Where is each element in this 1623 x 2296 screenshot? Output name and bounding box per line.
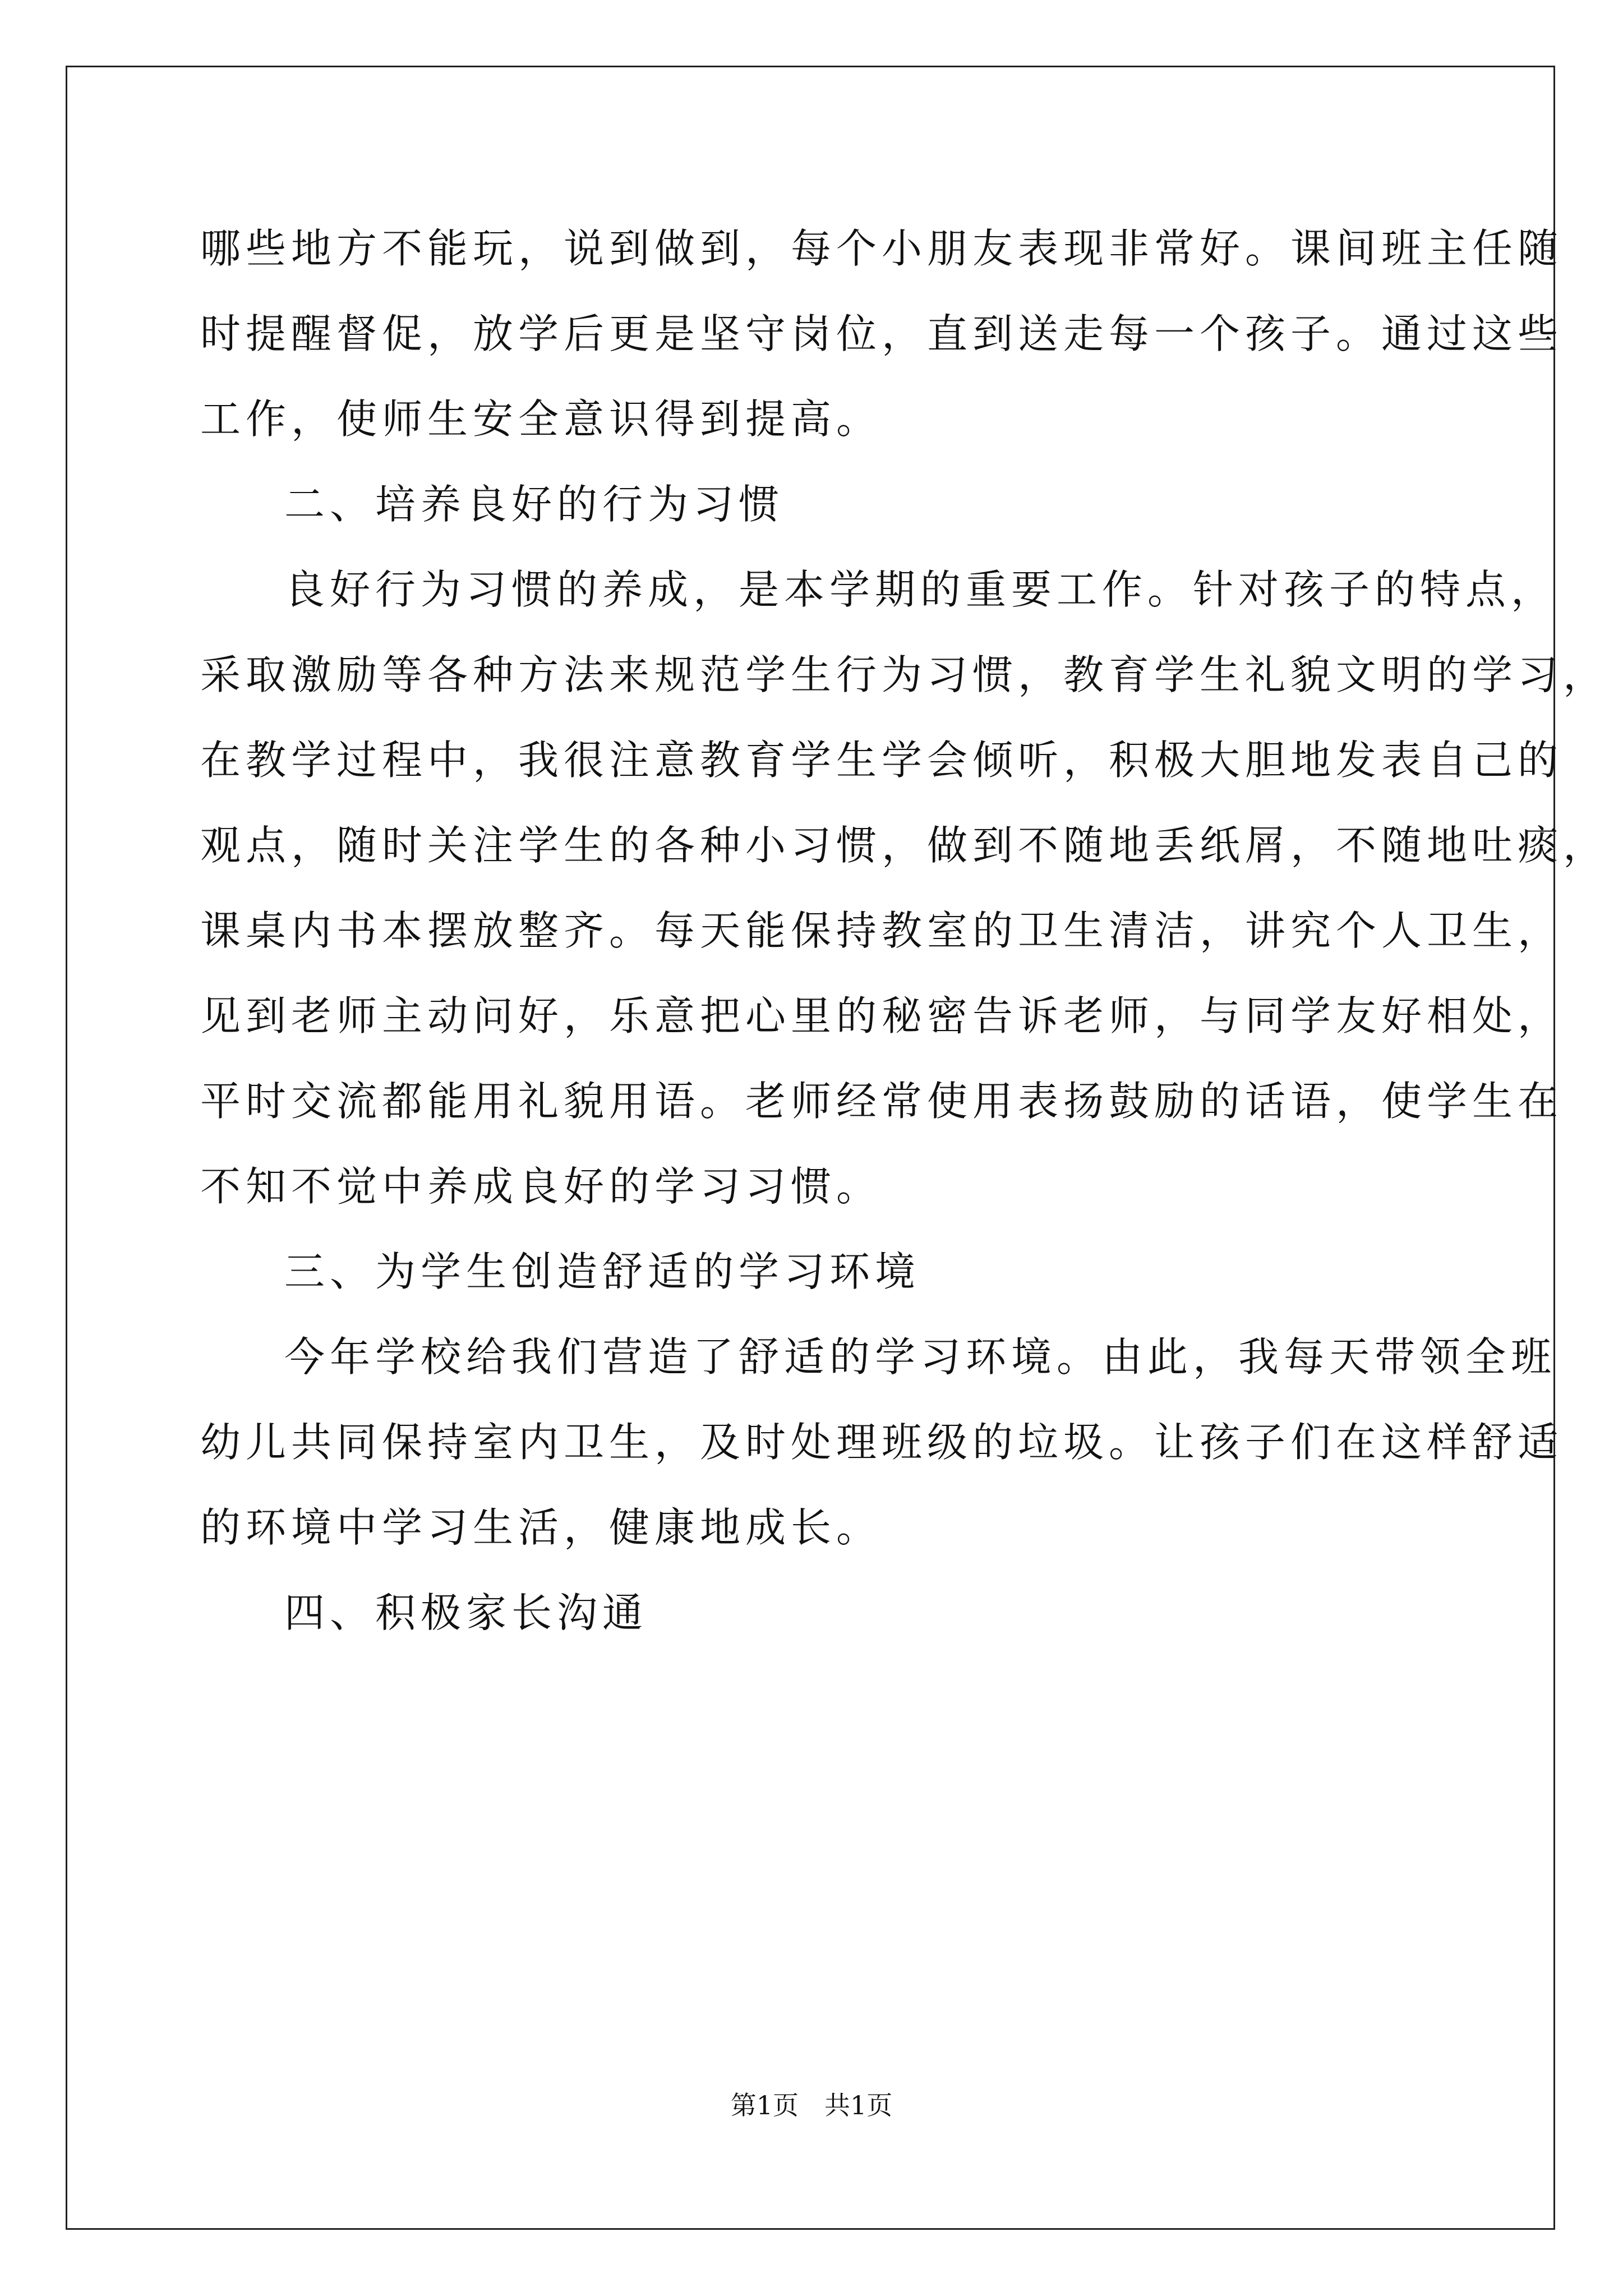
- document-body: [200, 215, 1609, 1664]
- text-line-1: 哪些地方不能玩，说到做到，每个小朋友表现非常好。课间班主任随: [200, 225, 1564, 272]
- text-line-10: 见到老师主动问好，乐意把心里的秘密告诉老师，与同学友好相处，: [200, 992, 1564, 1039]
- section-heading-2: 二、培养良好的行为习惯: [284, 481, 785, 528]
- page-footer: 第1页 共1页: [730, 2090, 893, 2120]
- section-heading-3: 三、为学生创造舒适的学习环境: [284, 1248, 921, 1295]
- text-line-7: 在教学过程中，我很注意教育学生学会倾听，积极大胆地发表自己的: [200, 737, 1564, 784]
- text-line-16: 的环境中学习生活，健康地成长。: [200, 1504, 882, 1551]
- text-line-11: 平时交流都能用礼貌用语。老师经常使用表扬鼓励的话语，使学生在: [200, 1078, 1564, 1125]
- text-line-8: 观点，随时关注学生的各种小习惯，做到不随地丢纸屑，不随地吐痰，: [200, 822, 1609, 869]
- section-heading-4: 四、积极家长沟通: [284, 1589, 648, 1636]
- text-line-3: 工作，使师生安全意识得到提高。: [200, 395, 882, 443]
- text-line-6: 采取激励等各种方法来规范学生行为习惯，教育学生礼貌文明的学习，: [200, 651, 1609, 698]
- text-line-15: 幼儿共同保持室内卫生，及时处理班级的垃圾。让孩子们在这样舒适: [200, 1419, 1564, 1466]
- text-line-14: 今年学校给我们营造了舒适的学习环境。由此，我每天带领全班: [284, 1333, 1557, 1381]
- text-line-12: 不知不觉中养成良好的学习习惯。: [200, 1163, 882, 1210]
- text-line-9: 课桌内书本摆放整齐。每天能保持教室的卫生清洁，讲究个人卫生，: [200, 907, 1564, 954]
- text-line-2: 时提醒督促，放学后更是坚守岗位，直到送走每一个孩子。通过这些: [200, 310, 1564, 357]
- text-line-5: 良好行为习惯的养成，是本学期的重要工作。针对孩子的特点，: [284, 566, 1557, 613]
